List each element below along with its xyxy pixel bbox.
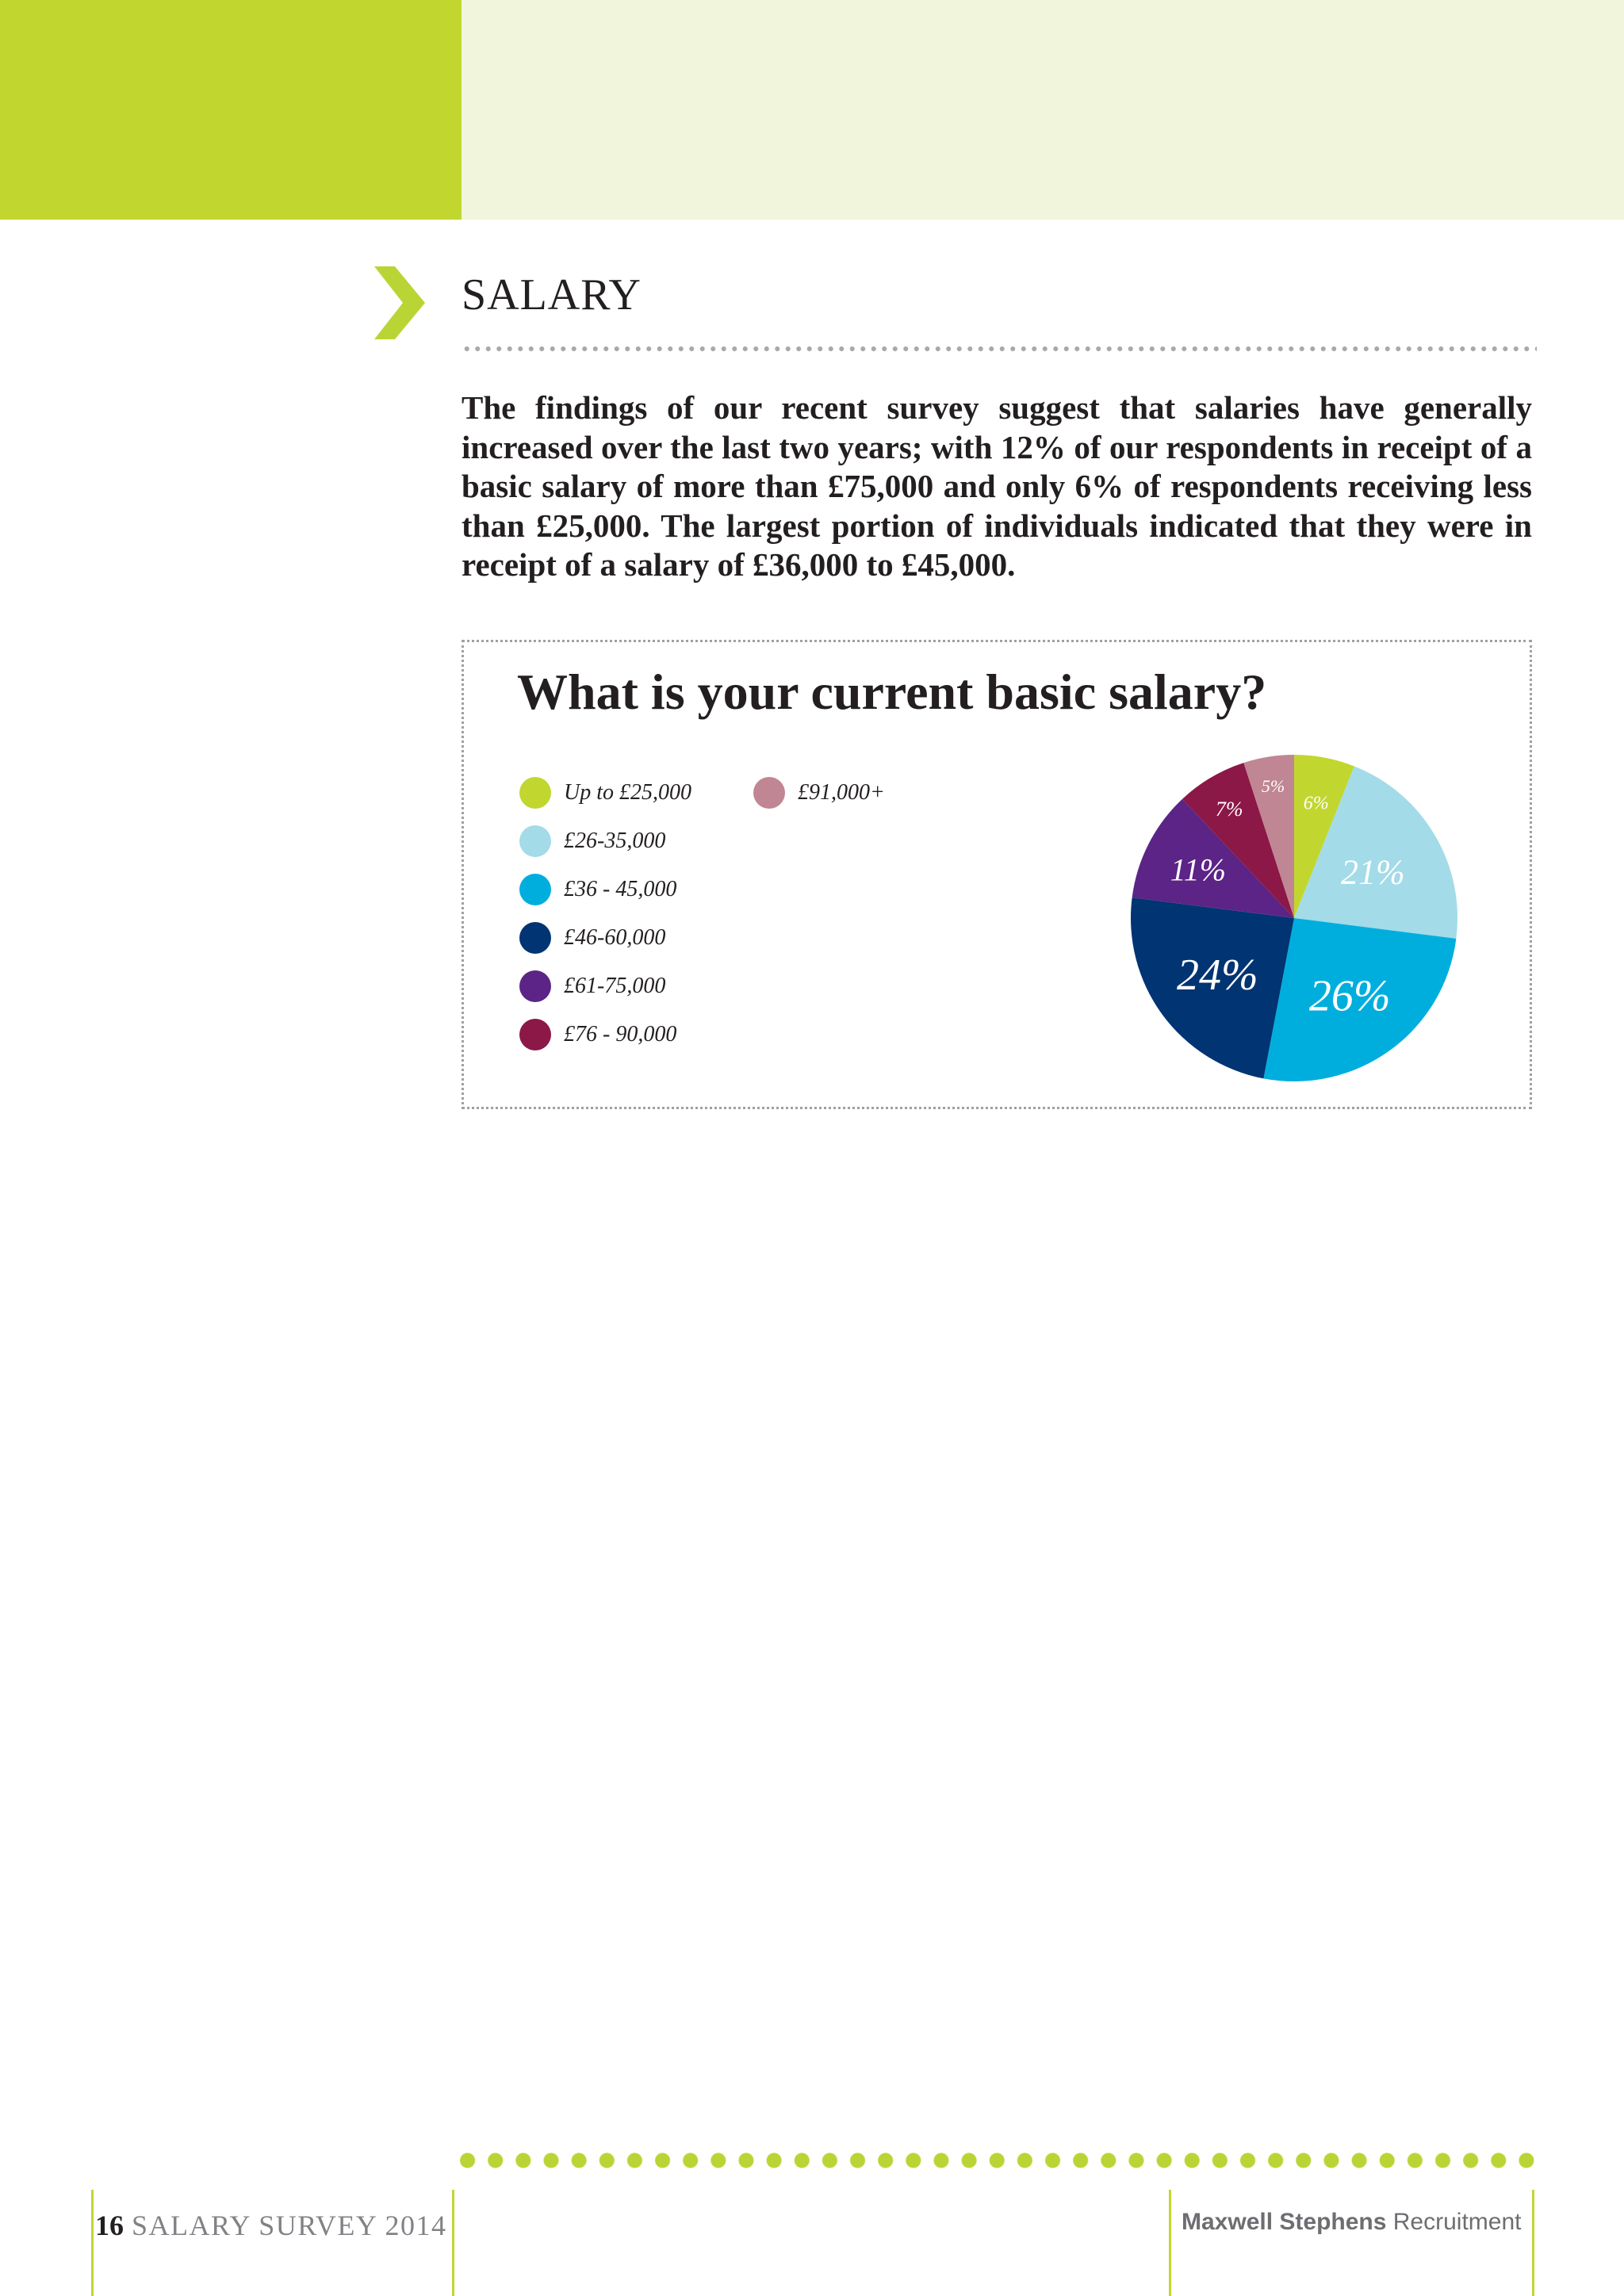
footer-rule-left (91, 2190, 94, 2296)
chevron-right-icon (374, 266, 425, 339)
legend-item (519, 872, 676, 907)
page-number: 16 (95, 2210, 124, 2241)
publication-title: SALARY SURVEY 2014 (132, 2210, 447, 2241)
pie-value-label: 21% (1340, 852, 1405, 892)
pie-value-label: 26% (1308, 971, 1391, 1021)
header-lime-band (0, 0, 462, 220)
footer-dotted-divider (454, 2152, 1540, 2169)
legend-label: £36 - 45,000 (564, 877, 677, 901)
legend-swatch (519, 1019, 551, 1050)
legend-item (519, 775, 691, 810)
pie-value-label: 11% (1170, 851, 1227, 888)
section-title: SALARY (462, 270, 642, 320)
pie-value-label: 5% (1261, 775, 1285, 796)
legend-swatch (519, 922, 551, 954)
legend-label: £61-75,000 (564, 974, 666, 998)
intro-paragraph: The findings of our recent survey suggest that salaries have generally increased over the last two years; with 12% of our respondents in receipt of a basic salary of more than £75,000 and only 6% of respondents receiving less than £25,000. The largest portion of individuals indicated that they were in receipt of a salary of £36,000 to £45,000. (462, 389, 1532, 583)
footer-rule-right (1169, 2190, 1171, 2296)
legend-item (753, 775, 885, 810)
footer-page-info (95, 2209, 447, 2242)
dotted-divider (462, 346, 1537, 352)
legend-swatch (753, 777, 785, 809)
brand-name: Maxwell Stephens (1182, 2209, 1387, 2235)
header-pale-band (462, 0, 1624, 220)
legend-item (519, 1017, 676, 1052)
footer-rule-mid (452, 2190, 454, 2296)
footer-brand (1182, 2209, 1521, 2236)
legend-item (519, 824, 665, 859)
chart-title: What is your current basic salary? (517, 664, 1267, 720)
legend-swatch (519, 825, 551, 857)
brand-suffix: Recruitment (1392, 2209, 1522, 2235)
legend-swatch (519, 970, 551, 1002)
pie-value-label: 24% (1176, 950, 1258, 1000)
legend-swatch (519, 874, 551, 905)
legend-label: £26-35,000 (564, 828, 666, 853)
legend-label: £46-60,000 (564, 925, 666, 950)
legend-item (519, 920, 665, 955)
footer-rule-far-right (1532, 2190, 1534, 2296)
legend-label: £91,000+ (798, 780, 885, 805)
salary-pie-chart (1110, 745, 1491, 1126)
legend-label: £76 - 90,000 (564, 1022, 677, 1047)
legend-label: Up to £25,000 (564, 780, 691, 805)
pie-value-label: 7% (1215, 797, 1243, 821)
legend-item (519, 969, 665, 1004)
pie-value-label: 6% (1303, 793, 1329, 814)
legend-swatch (519, 777, 551, 809)
